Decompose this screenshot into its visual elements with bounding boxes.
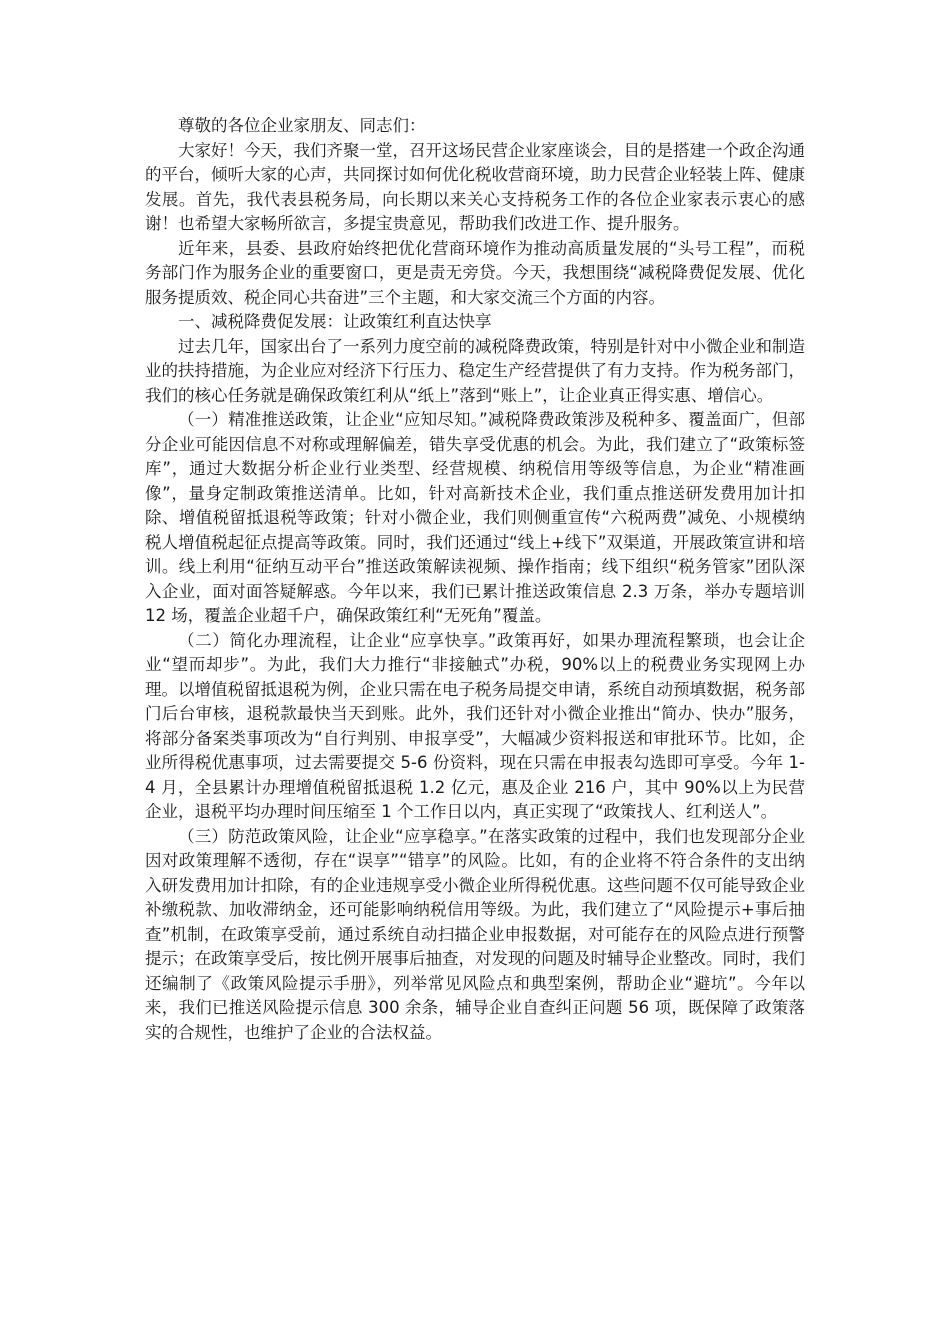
paragraph-subsection-2: （二）简化办理流程，让企业“应享快享。”政策再好，如果办理流程繁琐，也会让企业“望而却步”。为此，我们大力推行“非接触式”办税，90%以上的税费业务实现网上办理。以增值税留抵退税为例，企业只需在电子税务局提交申请，系统自动预填数据，税务部门后台审核，退税款最快当天到账。此外，我们还针对小微企业推出“简办、快办”服务，将部分备案类事项改为“自行判别、申报享受”，大幅减少资料报送和审批环节。比如，企业所得税优惠事项，过去需要提交 5-6 份资料，现在只需在申报表勾选即可享受。今年 1-4 月，全县累计办理增值税留抵退税 1.2 亿元，惠及企业 216 户，其中 90%以上为民营企业，退税平均办理时间压缩至 1 个工作日以内，真正实现了“政策找人、红利送人”。 [145,630,805,821]
paragraph-intro: 大家好！今天，我们齐聚一堂，召开这场民营企业家座谈会，目的是搭建一个政企沟通的平台，倾听大家的心声，共同探讨如何优化税收营商环境，助力民营企业轻装上阵、健康发展。首先，我代表县税务局，向长期以来关心支持税务工作的各位企业家表示衷心的感谢！也希望大家畅所欲言，多提宝贵意见，帮助我们改进工作、提升服务。 [145,140,805,233]
section-heading-1: 一、减税降费促发展：让政策红利直达快享 [178,312,492,331]
paragraph-subsection-3: （三）防范政策风险，让企业“应享稳享。”在落实政策的过程中，我们也发现部分企业因对政策理解不透彻，存在“误享”“错享”的风险。比如，有的企业将不符合条件的支出纳入研发费用加计扣除，有的企业违规享受小微企业所得税优惠。这些问题不仅可能导致企业补缴税款、加收滞纳金，还可能影响纳税信用等级。为此，我们建立了“风险提示+事后抽查”机制，在政策享受前，通过系统自动扫描企业申报数据，对可能存在的风险点进行预警提示；在政策享受后，按比例开展事后抽查，对发现的问题及时辅导企业整改。同时，我们还编制了《政策风险提示手册》，列举常见风险点和典型案例，帮助企业“避坑”。今年以来，我们已推送风险提示信息 300 余条，辅导企业自查纠正问题 56 项，既保障了政策落实的合规性，也维护了企业的合法权益。 [145,826,805,1042]
document-body [145,114,805,1045]
paragraph-section-1-intro: 过去几年，国家出台了一系列力度空前的减税降费政策，特别是针对中小微企业和制造业的扶持措施，为企业应对经济下行压力、稳定生产经营提供了有力支持。作为税务部门，我们的核心任务就是确保政策红利从“纸上”落到“账上”，让企业真正得实惠、增信心。 [145,336,805,405]
paragraph-subsection-1: （一）精准推送政策，让企业“应知尽知。”减税降费政策涉及税种多、覆盖面广，但部分企业可能因信息不对称或理解偏差，错失享受优惠的机会。为此，我们建立了“政策标签库”，通过大数据分析企业行业类型、经营规模、纳税信用等级等信息，为企业“精准画像”，量身定制政策推送清单。比如，针对高新技术企业，我们重点推送研发费用加计扣除、增值税留抵退税等政策；针对小微企业，我们则侧重宣传“六税两费”减免、小规模纳税人增值税起征点提高等政策。同时，我们还通过“线上+线下”双渠道，开展政策宣讲和培训。线上利用“征纳互动平台”推送政策解读视频、操作指南；线下组织“税务管家”团队深入企业，面对面答疑解惑。今年以来，我们已累计推送政策信息 2.3 万条，举办专题培训 12 场，覆盖企业超千户，确保政策红利“无死角”覆盖。 [145,410,805,625]
salutation: 尊敬的各位企业家朋友、同志们： [178,116,426,135]
paragraph-background: 近年来，县委、县政府始终把优化营商环境作为推动高质量发展的“头号工程”，而税务部门作为服务企业的重要窗口，更是责无旁贷。今天，我想围绕“减税降费促发展、优化服务提质效、税企同心共奋进”三个主题，和大家交流三个方面的内容。 [145,238,805,307]
